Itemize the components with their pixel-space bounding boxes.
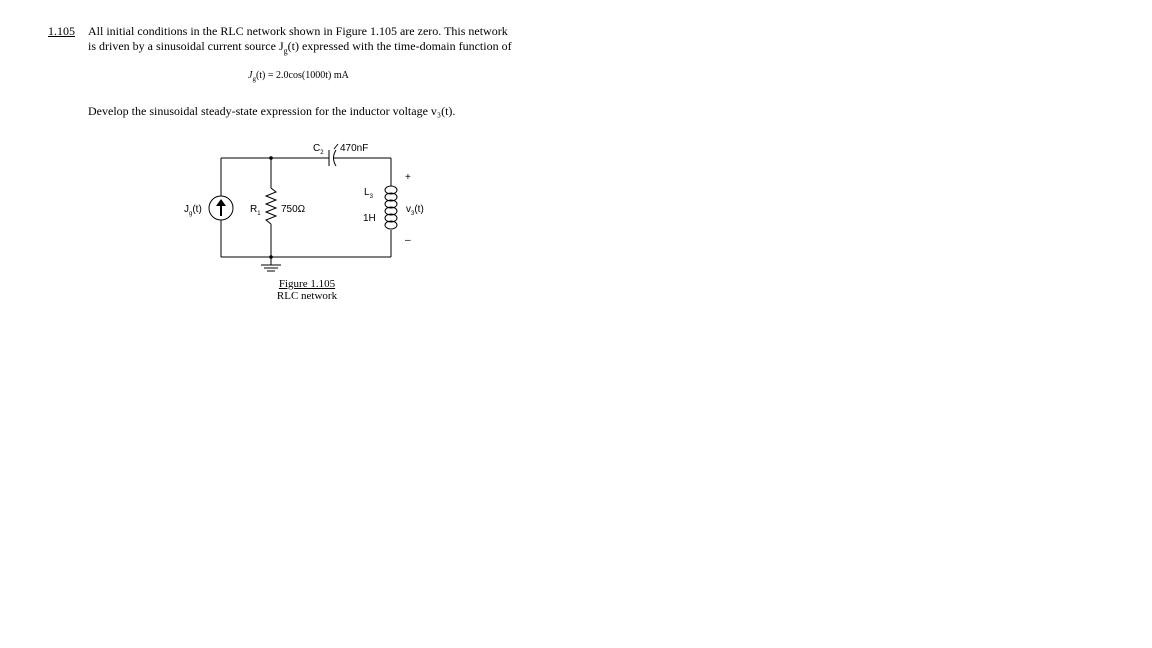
line2-sub: g [283,46,288,56]
question-text: Develop the sinusoidal steady-state expression for the inductor voltage v₃(t). [88,104,456,118]
source-label: $J_g(t)$ [184,204,202,217]
equation-arg: (t) [255,70,266,81]
capacitor-tick [334,144,338,149]
equation-rhs: = 2.0cos(1000t) mA [265,70,349,81]
junction-top [269,156,273,160]
inductor-label: $L_3$ [364,187,373,200]
line2-pre: is driven by a sinusoidal current source J [88,39,284,53]
capacitor-label: $C_2$ [313,143,324,156]
capacitor-value: 470nF [340,143,369,154]
problem-text-line-1: All initial conditions in the RLC network shown in Figure 1.105 are zero. This network [88,24,508,38]
voltage-minus: – [405,235,411,246]
voltage-plus: + [405,172,411,183]
figure-subtitle: RLC network [276,290,338,302]
problem-number: 1.105 [48,24,75,38]
resistor-label: $R_1$ [250,204,261,217]
inductor-value: 1H [363,213,376,224]
junction-bottom [269,255,273,259]
equation-lhs: J [248,70,253,81]
resistor-zigzag [266,188,276,224]
equation-lhs-sub: g [252,75,256,83]
voltage-label: $v_3(t)$ [406,204,424,217]
resistor-value: 750Ω [281,204,306,215]
line2-post: (t) expressed with the time-domain function of [287,39,512,53]
current-source-arrow-head [216,199,226,206]
figure-title: Figure 1.105 [278,278,336,290]
